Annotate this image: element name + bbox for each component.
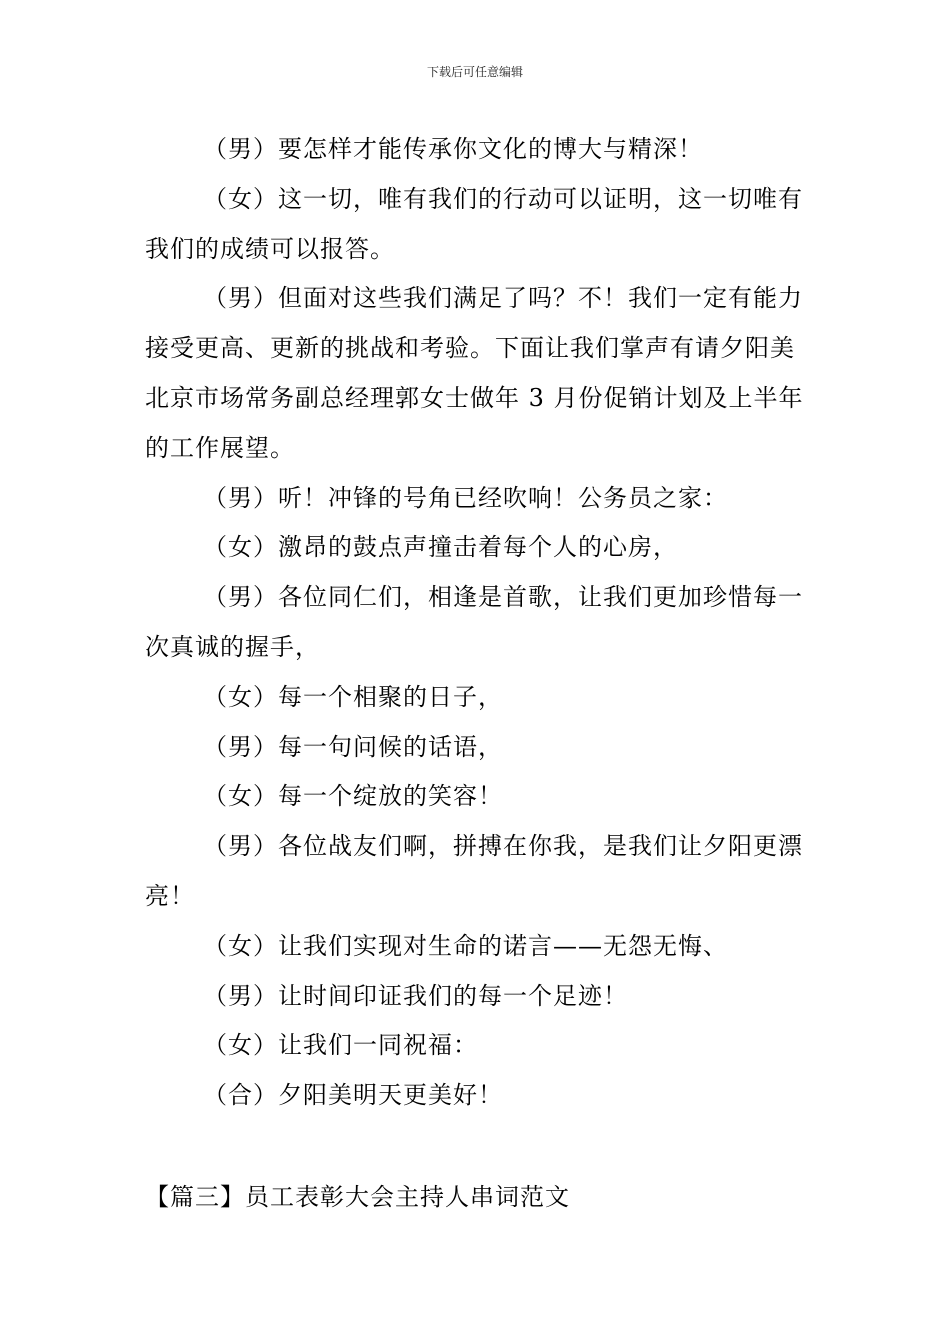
paragraph: （男）让时间印证我们的每一个足迹！: [203, 981, 628, 1010]
paragraph: （男）听！冲锋的号角已经吹响！公务员之家：: [203, 483, 728, 512]
section-title: 【篇三】员工表彰大会主持人串词范文: [145, 1183, 570, 1211]
page-header: 下载后可任意编辑: [426, 65, 523, 79]
paragraph: （女）激昂的鼓点声撞击着每个人的心房，: [203, 533, 678, 562]
paragraph: （女）让我们一同祝福：: [203, 1031, 478, 1060]
paragraph: （合）夕阳美明天更美好！: [203, 1081, 503, 1110]
paragraph: （女）让我们实现对生命的诺言——无怨无悔、: [203, 931, 728, 960]
paragraph: （男）各位战友们啊，拼搏在你我，是我们让夕阳更漂亮！: [145, 832, 803, 910]
paragraph: （男）但面对这些我们满足了吗？不！我们一定有能力接受更高、更新的挑战和考验。下面让我们掌声有请夕阳美北京市场常务副总经理郭女士做年 3 月份促销计划及上半年的工作展望。: [145, 284, 804, 462]
paragraph: （男）要怎样才能传承你文化的博大与精深！: [203, 135, 703, 163]
paragraph: （男）各位同仁们，相逢是首歌，让我们更加珍惜每一次真诚的握手，: [145, 583, 803, 661]
paragraph: （男）每一句问候的话语，: [203, 732, 503, 761]
paragraph: （女）每一个相聚的日子，: [203, 682, 503, 711]
paragraph: （女）每一个绽放的笑容！: [203, 782, 503, 811]
document-body: [145, 125, 807, 1121]
paragraph: （女）这一切，唯有我们的行动可以证明，这一切唯有我们的成绩可以报答。: [145, 184, 803, 263]
